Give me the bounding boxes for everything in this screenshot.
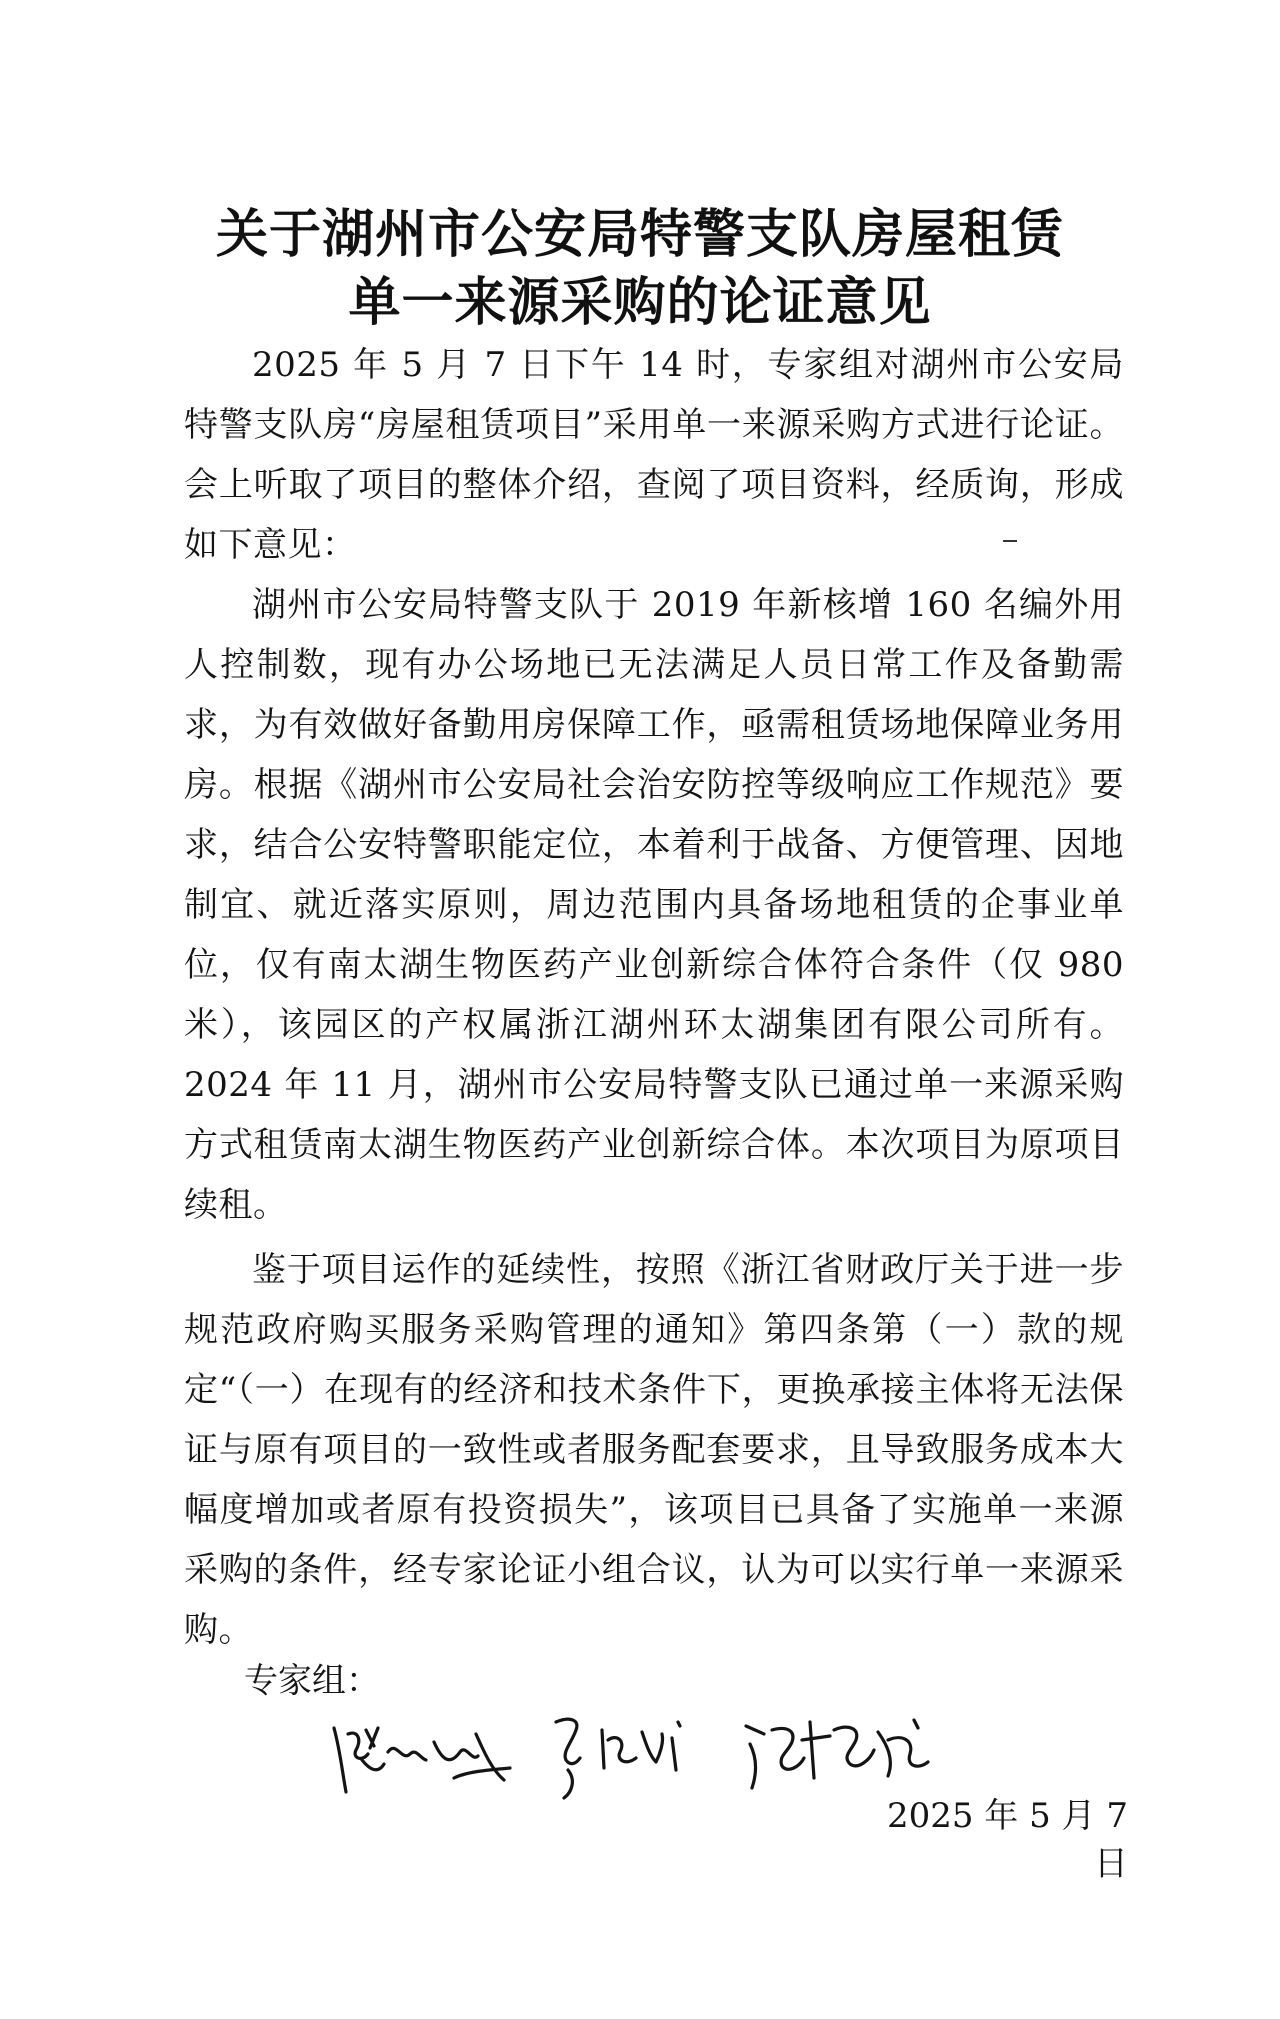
document-date: 2025 年 5 月 7 日 — [886, 1796, 1128, 1884]
paragraph-text: 2025 年 5 月 7 日下午 14 时，专家组对湖州市公安局特警支队房“房屋租赁项目”采用单一来源采购方式进行论证。会上听取了项目的整体介绍，查阅了项目资料，经质询，形成如下意见： — [184, 345, 1124, 565]
paragraph-text: 鉴于项目运作的延续性，按照《浙江省财政厅关于进一步规范政府购买服务采购管理的通知》第四条第（一）款的规定“（一）在现有的经济和技术条件下，更换承接主体将无法保证与原有项目的一致性或者服务配套要求，且导致服务成本大幅度增加或者原有投资损失”，该项目已具备了实施单一来源采购的条件，经专家论证小组合议，认为可以实行单一来源采购。 — [184, 1250, 1124, 1650]
expert-group-label: 专家组： — [244, 1661, 380, 1701]
signature-1-drawing — [326, 1700, 516, 1810]
stray-mark — [1003, 540, 1017, 542]
signature-2 — [546, 1700, 716, 1810]
document-title-line2: 单一来源采购的论证意见 — [348, 273, 932, 333]
signature-1 — [326, 1700, 516, 1810]
document-title-line1: 关于湖州市公安局特警支队房屋租赁 — [215, 205, 1064, 265]
paragraph-conclusion — [184, 1240, 1124, 1660]
paragraph-text: 湖州市公安局特警支队于 2019 年新核增 160 名编外用人控制数，现有办公场地已无法满足人员日常工作及备勤需求，为有效做好备勤用房保障工作，亟需租赁场地保障业务用房。根据《湖州市公安局社会治安防控等级响应工作规范》要求，结合公安特警职能定位，本着利于战备、方便管理、因地制宜、就近落实原则，周边范围内具备场地租赁的企事业单位，仅有南太湖生物医药产业创新综合体符合条件（仅 980 米），该园区的产权属浙江湖州环太湖集团有限公司所有。2024 年 11 月，湖州市公安局特警支队已通过单一来源采购方式租赁南太湖生物医药产业创新综合体。本次项目为原项目续租。 — [184, 585, 1124, 1225]
paragraph-intro — [184, 335, 1124, 575]
signature-2-drawing — [546, 1700, 716, 1810]
paragraph-background — [184, 575, 1124, 1235]
